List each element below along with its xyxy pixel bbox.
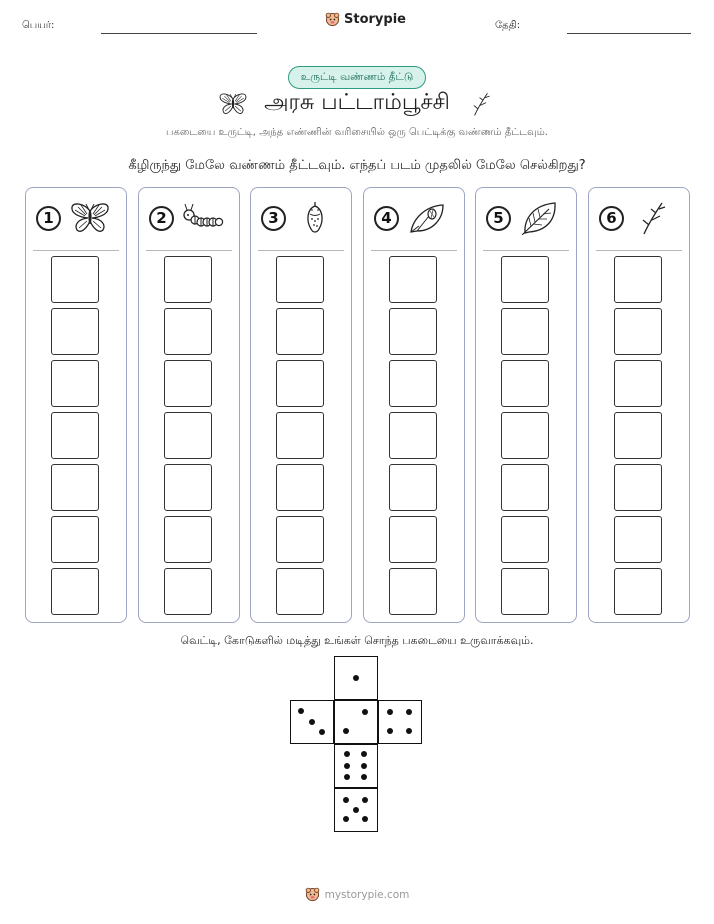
- color-box[interactable]: [614, 256, 662, 303]
- butterfly-icon: [218, 89, 248, 119]
- storypie-logo: [325, 12, 406, 27]
- leaf-icon: [519, 201, 561, 235]
- twig-icon: [632, 201, 674, 235]
- color-box[interactable]: [164, 308, 212, 355]
- die-pip: [362, 709, 368, 715]
- color-box[interactable]: [276, 308, 324, 355]
- die-pip: [387, 709, 393, 715]
- column-divider: [596, 250, 682, 251]
- color-box[interactable]: [164, 412, 212, 459]
- column-header: [261, 201, 336, 235]
- color-box[interactable]: [614, 360, 662, 407]
- brand-name: Storypie: [344, 12, 406, 27]
- column-divider: [483, 250, 569, 251]
- color-box[interactable]: [164, 360, 212, 407]
- die-face-1: [334, 656, 378, 700]
- die-face-5: [334, 788, 378, 832]
- color-box[interactable]: [164, 256, 212, 303]
- column-2: [138, 187, 240, 623]
- chrysalis-icon: [294, 201, 336, 235]
- color-box[interactable]: [614, 308, 662, 355]
- color-box[interactable]: [51, 412, 99, 459]
- color-box[interactable]: [276, 360, 324, 407]
- color-box[interactable]: [389, 464, 437, 511]
- column-divider: [146, 250, 232, 251]
- color-box[interactable]: [389, 568, 437, 615]
- color-box[interactable]: [614, 464, 662, 511]
- twig-icon: [466, 89, 496, 119]
- column-header: [36, 201, 111, 235]
- column-header: [599, 201, 674, 235]
- die-pip: [298, 708, 304, 714]
- color-box[interactable]: [51, 256, 99, 303]
- die-pip: [361, 763, 367, 769]
- color-box[interactable]: [51, 464, 99, 511]
- die-face-3: [290, 700, 334, 744]
- column-header: [486, 201, 561, 235]
- color-box[interactable]: [51, 516, 99, 563]
- color-box[interactable]: [51, 308, 99, 355]
- color-box[interactable]: [51, 568, 99, 615]
- color-box[interactable]: [501, 516, 549, 563]
- die-pip: [343, 816, 349, 822]
- footer: [0, 887, 714, 902]
- color-box[interactable]: [389, 308, 437, 355]
- die-pip: [319, 729, 325, 735]
- column-number: 1: [36, 206, 61, 231]
- name-line[interactable]: [101, 33, 257, 34]
- die-pip: [362, 816, 368, 822]
- column-number: 2: [149, 206, 174, 231]
- color-box[interactable]: [389, 516, 437, 563]
- cut-instruction: வெட்டி, கோடுகளில் மடித்து உங்கள் சொந்த பகடையை உருவாக்கவும்.: [180, 634, 534, 647]
- mascot-icon: [305, 887, 320, 902]
- color-box[interactable]: [389, 256, 437, 303]
- egg-on-leaf-icon: [407, 201, 449, 235]
- die-pip: [406, 728, 412, 734]
- column-number: 4: [374, 206, 399, 231]
- footer-url[interactable]: mystorypie.com: [324, 888, 410, 901]
- column-3: [250, 187, 352, 623]
- column-divider: [371, 250, 457, 251]
- die-pip: [343, 797, 349, 803]
- color-box[interactable]: [614, 568, 662, 615]
- butterfly-icon: [69, 201, 111, 235]
- column-1: [25, 187, 127, 623]
- caterpillar-icon: [182, 201, 224, 235]
- color-box[interactable]: [501, 568, 549, 615]
- color-box[interactable]: [389, 412, 437, 459]
- instruction-text: பகடையை உருட்டி, அந்த எண்ணின் வரிசையில் ஒரு பெட்டிக்கு வண்ணம் தீட்டவும்.: [166, 127, 548, 138]
- die-pip: [344, 751, 350, 757]
- column-divider: [258, 250, 344, 251]
- color-box[interactable]: [276, 412, 324, 459]
- color-box[interactable]: [164, 516, 212, 563]
- die-pip: [344, 763, 350, 769]
- color-box[interactable]: [276, 568, 324, 615]
- column-divider: [33, 250, 119, 251]
- date-label: தேதி:: [495, 20, 521, 31]
- color-box[interactable]: [276, 256, 324, 303]
- color-box[interactable]: [501, 360, 549, 407]
- die-pip: [344, 774, 350, 780]
- color-box[interactable]: [614, 516, 662, 563]
- die-pip: [361, 774, 367, 780]
- color-box[interactable]: [501, 308, 549, 355]
- die-pip: [362, 797, 368, 803]
- color-box[interactable]: [51, 360, 99, 407]
- column-number: 6: [599, 206, 624, 231]
- column-5: [475, 187, 577, 623]
- color-box[interactable]: [389, 360, 437, 407]
- activity-pill: உருட்டி வண்ணம் தீட்டு: [288, 66, 426, 89]
- title-row: [0, 89, 714, 119]
- die-pip: [343, 728, 349, 734]
- die-pip: [309, 719, 315, 725]
- color-box[interactable]: [614, 412, 662, 459]
- die-pip: [406, 709, 412, 715]
- die-pip: [361, 751, 367, 757]
- die-pip: [353, 675, 359, 681]
- mascot-icon: [325, 12, 340, 27]
- color-box[interactable]: [164, 464, 212, 511]
- question-text: கீழிருந்து மேலே வண்ணம் தீட்டவும். எந்தப் படம் முதலில் மேலே செல்கிறது?: [128, 158, 586, 173]
- column-header: [149, 201, 224, 235]
- die-pip: [353, 807, 359, 813]
- column-number: 3: [261, 206, 286, 231]
- color-box[interactable]: [501, 256, 549, 303]
- die-pip: [387, 728, 393, 734]
- die-face-2: [334, 700, 378, 744]
- column-6: [588, 187, 690, 623]
- color-box[interactable]: [276, 516, 324, 563]
- die-face-4: [378, 700, 422, 744]
- name-label: பெயர்:: [22, 20, 55, 31]
- column-number: 5: [486, 206, 511, 231]
- color-box[interactable]: [501, 412, 549, 459]
- color-box[interactable]: [501, 464, 549, 511]
- column-header: [374, 201, 449, 235]
- color-box[interactable]: [164, 568, 212, 615]
- column-4: [363, 187, 465, 623]
- color-box[interactable]: [276, 464, 324, 511]
- date-line[interactable]: [567, 33, 691, 34]
- page-title: அரசு பட்டாம்பூச்சி: [264, 90, 450, 115]
- die-face-6: [334, 744, 378, 788]
